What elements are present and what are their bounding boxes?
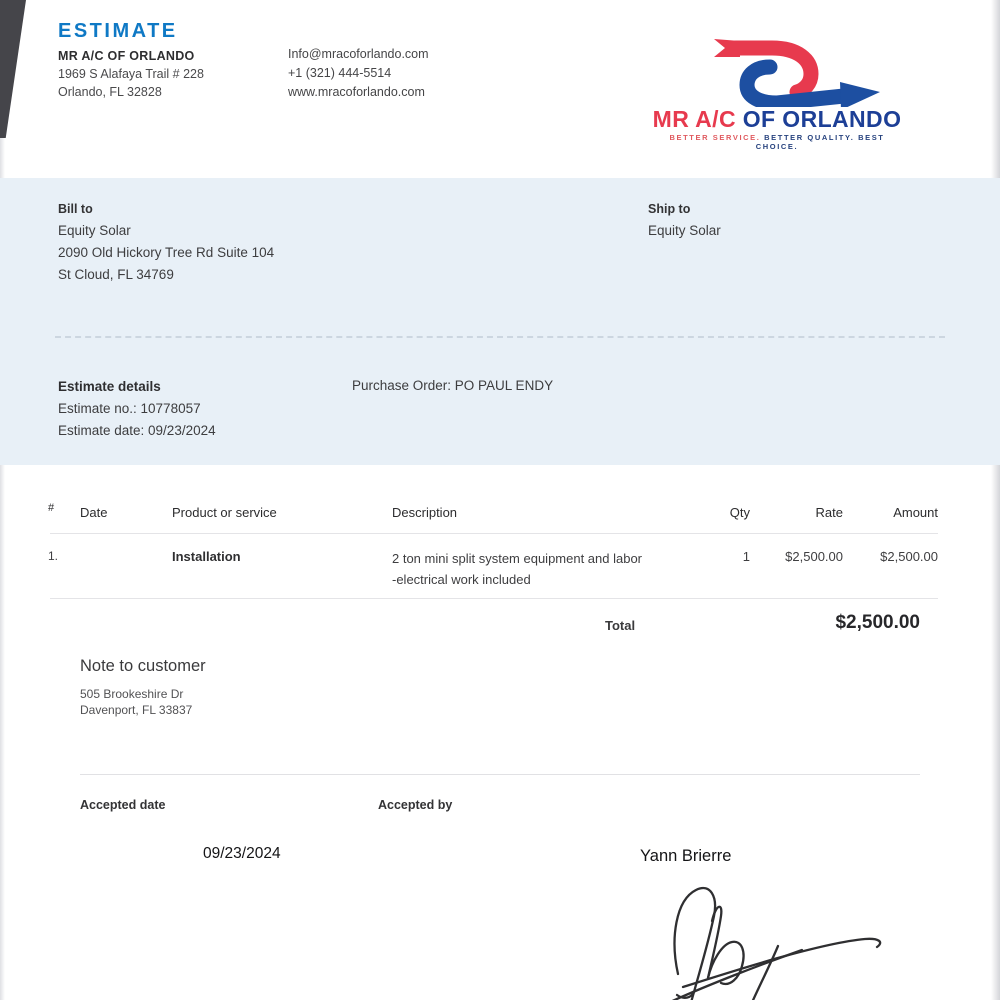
estimate-details-heading: Estimate details [58, 379, 161, 394]
row-product: Installation [172, 549, 241, 564]
col-header-date: Date [80, 505, 108, 520]
accepted-by-value: Yann Brierre [640, 847, 732, 865]
ship-to-label: Ship to [648, 202, 691, 216]
logo-name-blue: OF ORLANDO [735, 106, 902, 132]
col-header-product: Product or service [172, 505, 277, 520]
photo-corner-shadow [0, 0, 26, 138]
row-qty: 1 [742, 549, 750, 564]
row-number: 1. [48, 549, 59, 563]
contact-block [288, 45, 429, 102]
logo-wordmark [648, 107, 906, 131]
estimate-details-block [58, 376, 216, 442]
logo-arrow-icon [652, 33, 902, 107]
ship-to-block [648, 198, 721, 242]
accepted-date-value: 09/23/2024 [203, 845, 281, 862]
note-line2: Davenport, FL 33837 [80, 703, 193, 717]
purchase-order: Purchase Order: PO PAUL ENDY [352, 378, 554, 393]
logo-name-red: MR A/C [652, 106, 736, 132]
company-address-line2: Orlando, FL 32828 [58, 85, 162, 99]
total-amount: $2,500.00 [835, 612, 920, 633]
signature-image [650, 876, 890, 1000]
bill-to-label: Bill to [58, 202, 93, 216]
bill-to-block [58, 198, 274, 286]
row-amount: $2,500.00 [880, 549, 938, 564]
bill-to-name: Equity Solar [58, 223, 131, 238]
accepted-date-label: Accepted date [80, 798, 166, 812]
accepted-by-label: Accepted by [378, 798, 453, 812]
total-label: Total [605, 618, 636, 633]
logo-tagline-red: BETTER SERVICE. [669, 133, 761, 142]
company-email: Info@mracoforlando.com [288, 47, 429, 61]
row-description-line1: 2 ton mini split system equipment and labor [392, 551, 643, 566]
acceptance-divider [80, 774, 920, 775]
company-logo [648, 33, 906, 151]
note-heading: Note to customer [80, 657, 206, 675]
note-body [80, 686, 192, 718]
photo-edge-right [991, 0, 1000, 1000]
table-header-divider [50, 533, 938, 534]
row-rate: $2,500.00 [785, 549, 843, 564]
row-description [392, 548, 642, 590]
note-line1: 505 Brookeshire Dr [80, 687, 184, 701]
document-title: ESTIMATE [58, 20, 178, 42]
estimate-date: Estimate date: 09/23/2024 [58, 423, 216, 438]
col-header-description: Description [392, 505, 458, 520]
col-header-rate: Rate [815, 505, 843, 520]
logo-tagline [648, 133, 906, 151]
estimate-number: Estimate no.: 10778057 [58, 401, 201, 416]
col-header-qty: Qty [729, 505, 750, 520]
table-row-divider [50, 598, 938, 599]
col-header-num: # [48, 502, 55, 514]
addresses-and-details-band [0, 178, 1000, 465]
company-phone: +1 (321) 444-5514 [288, 66, 392, 80]
logo-tagline-blue: BETTER QUALITY. BEST CHOICE. [755, 133, 885, 151]
dashed-divider [55, 336, 945, 338]
company-address-line1: 1969 S Alafaya Trail # 228 [58, 67, 204, 81]
company-website: www.mracoforlando.com [288, 85, 425, 99]
company-name: MR A/C OF ORLANDO [58, 49, 195, 63]
bill-to-address-line1: 2090 Old Hickory Tree Rd Suite 104 [58, 245, 275, 260]
row-description-line2: -electrical work included [392, 572, 531, 587]
company-block [58, 47, 204, 101]
col-header-amount: Amount [893, 505, 938, 520]
bill-to-address-line2: St Cloud, FL 34769 [58, 267, 174, 282]
ship-to-name: Equity Solar [648, 223, 721, 238]
